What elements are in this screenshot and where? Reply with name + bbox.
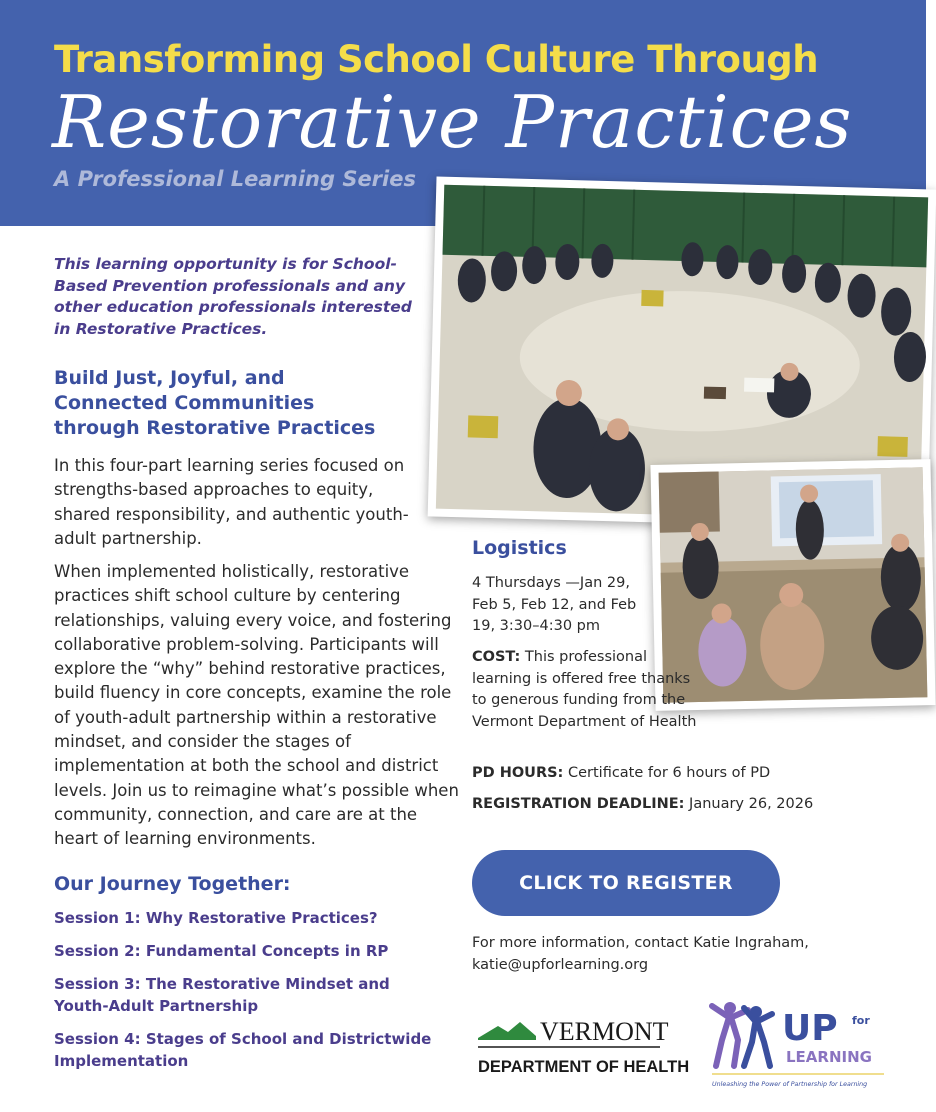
up-learning: LEARNING <box>786 1048 872 1066</box>
up-tagline: Unleashing the Power of Partnership for Learning <box>712 1081 868 1088</box>
logistics-pd-hours <box>472 763 912 785</box>
logistics-heading: Logistics <box>472 537 567 559</box>
series-paragraph: In this four-part learning series focused on strengths-based approaches to equity, shared responsibility, and authentic youth-adult partnership. <box>54 456 409 548</box>
pd-text: Certificate for 6 hours of PD <box>567 765 771 781</box>
contact-line: For more information, contact Katie Ingraham, <box>472 935 809 951</box>
vermont-word: VERMONT <box>540 1017 669 1046</box>
logistics-deadline <box>472 794 912 816</box>
cost-label: COST: <box>472 649 521 665</box>
session-item-3: Session 3: The Restorative Mindset and Youth-Adult Partnership <box>54 975 390 1015</box>
vermont-health-logo <box>476 1016 690 1080</box>
logistics-cost <box>472 647 702 733</box>
session-item-2: Session 2: Fundamental Concepts in RP <box>54 942 389 960</box>
build-heading-line: Connected Communities <box>54 392 315 414</box>
up-word: UP <box>782 1008 838 1049</box>
session-item-1: Session 1: Why Restorative Practices? <box>54 909 378 927</box>
up-for: for <box>852 1014 870 1027</box>
build-heading-line: Build Just, Joyful, and <box>54 367 285 389</box>
description-paragraph: When implemented holistically, restorative practices shift school culture by centering relationships, valuing every voice, and fostering collaborative problem-solving. Participants will explore the “why” behind restorative practices, build fluency in core concepts, examine the role of youth-adult partnership within a restorative mindset, and consider the stages of implementation at both the school and district levels. Join us to reimagine what’s possible when community, connection, and care are at the heart of learning environments. <box>54 562 459 849</box>
title-script: Restorative Practices <box>52 80 853 164</box>
register-button[interactable]: CLICK TO REGISTER <box>472 850 780 916</box>
cost-text: This professional learning is offered free thanks to generous funding from the Vermont Department of Health <box>472 649 697 730</box>
session-item-4: Session 4: Stages of School and Districtwide Implementation <box>54 1030 432 1070</box>
mountain-icon <box>478 1022 536 1040</box>
up-for-learning-logo <box>708 996 888 1096</box>
logistics-dates: 4 Thursdays —Jan 29, Feb 5, Feb 12, and Feb 19, 3:30–4:30 pm <box>472 575 637 634</box>
subtitle: A Professional Learning Series <box>54 167 416 191</box>
build-heading-line: through Restorative Practices <box>54 417 376 439</box>
journey-heading: Our Journey Together: <box>54 873 291 895</box>
intro-statement: This learning opportunity is for School-Based Prevention professionals and any other education professionals interested in Restorative Practices. <box>54 255 412 338</box>
deadline-label: REGISTRATION DEADLINE: <box>472 796 685 812</box>
contact-info <box>472 932 832 976</box>
pd-label: PD HOURS: <box>472 765 564 781</box>
deadline-text: January 26, 2026 <box>689 796 814 812</box>
people-icon <box>712 1002 772 1066</box>
build-heading <box>54 366 414 441</box>
title-top: Transforming School Culture Through <box>54 38 819 81</box>
vermont-dept: DEPARTMENT OF HEALTH <box>478 1058 690 1076</box>
contact-email[interactable]: katie@upforlearning.org <box>472 957 649 973</box>
